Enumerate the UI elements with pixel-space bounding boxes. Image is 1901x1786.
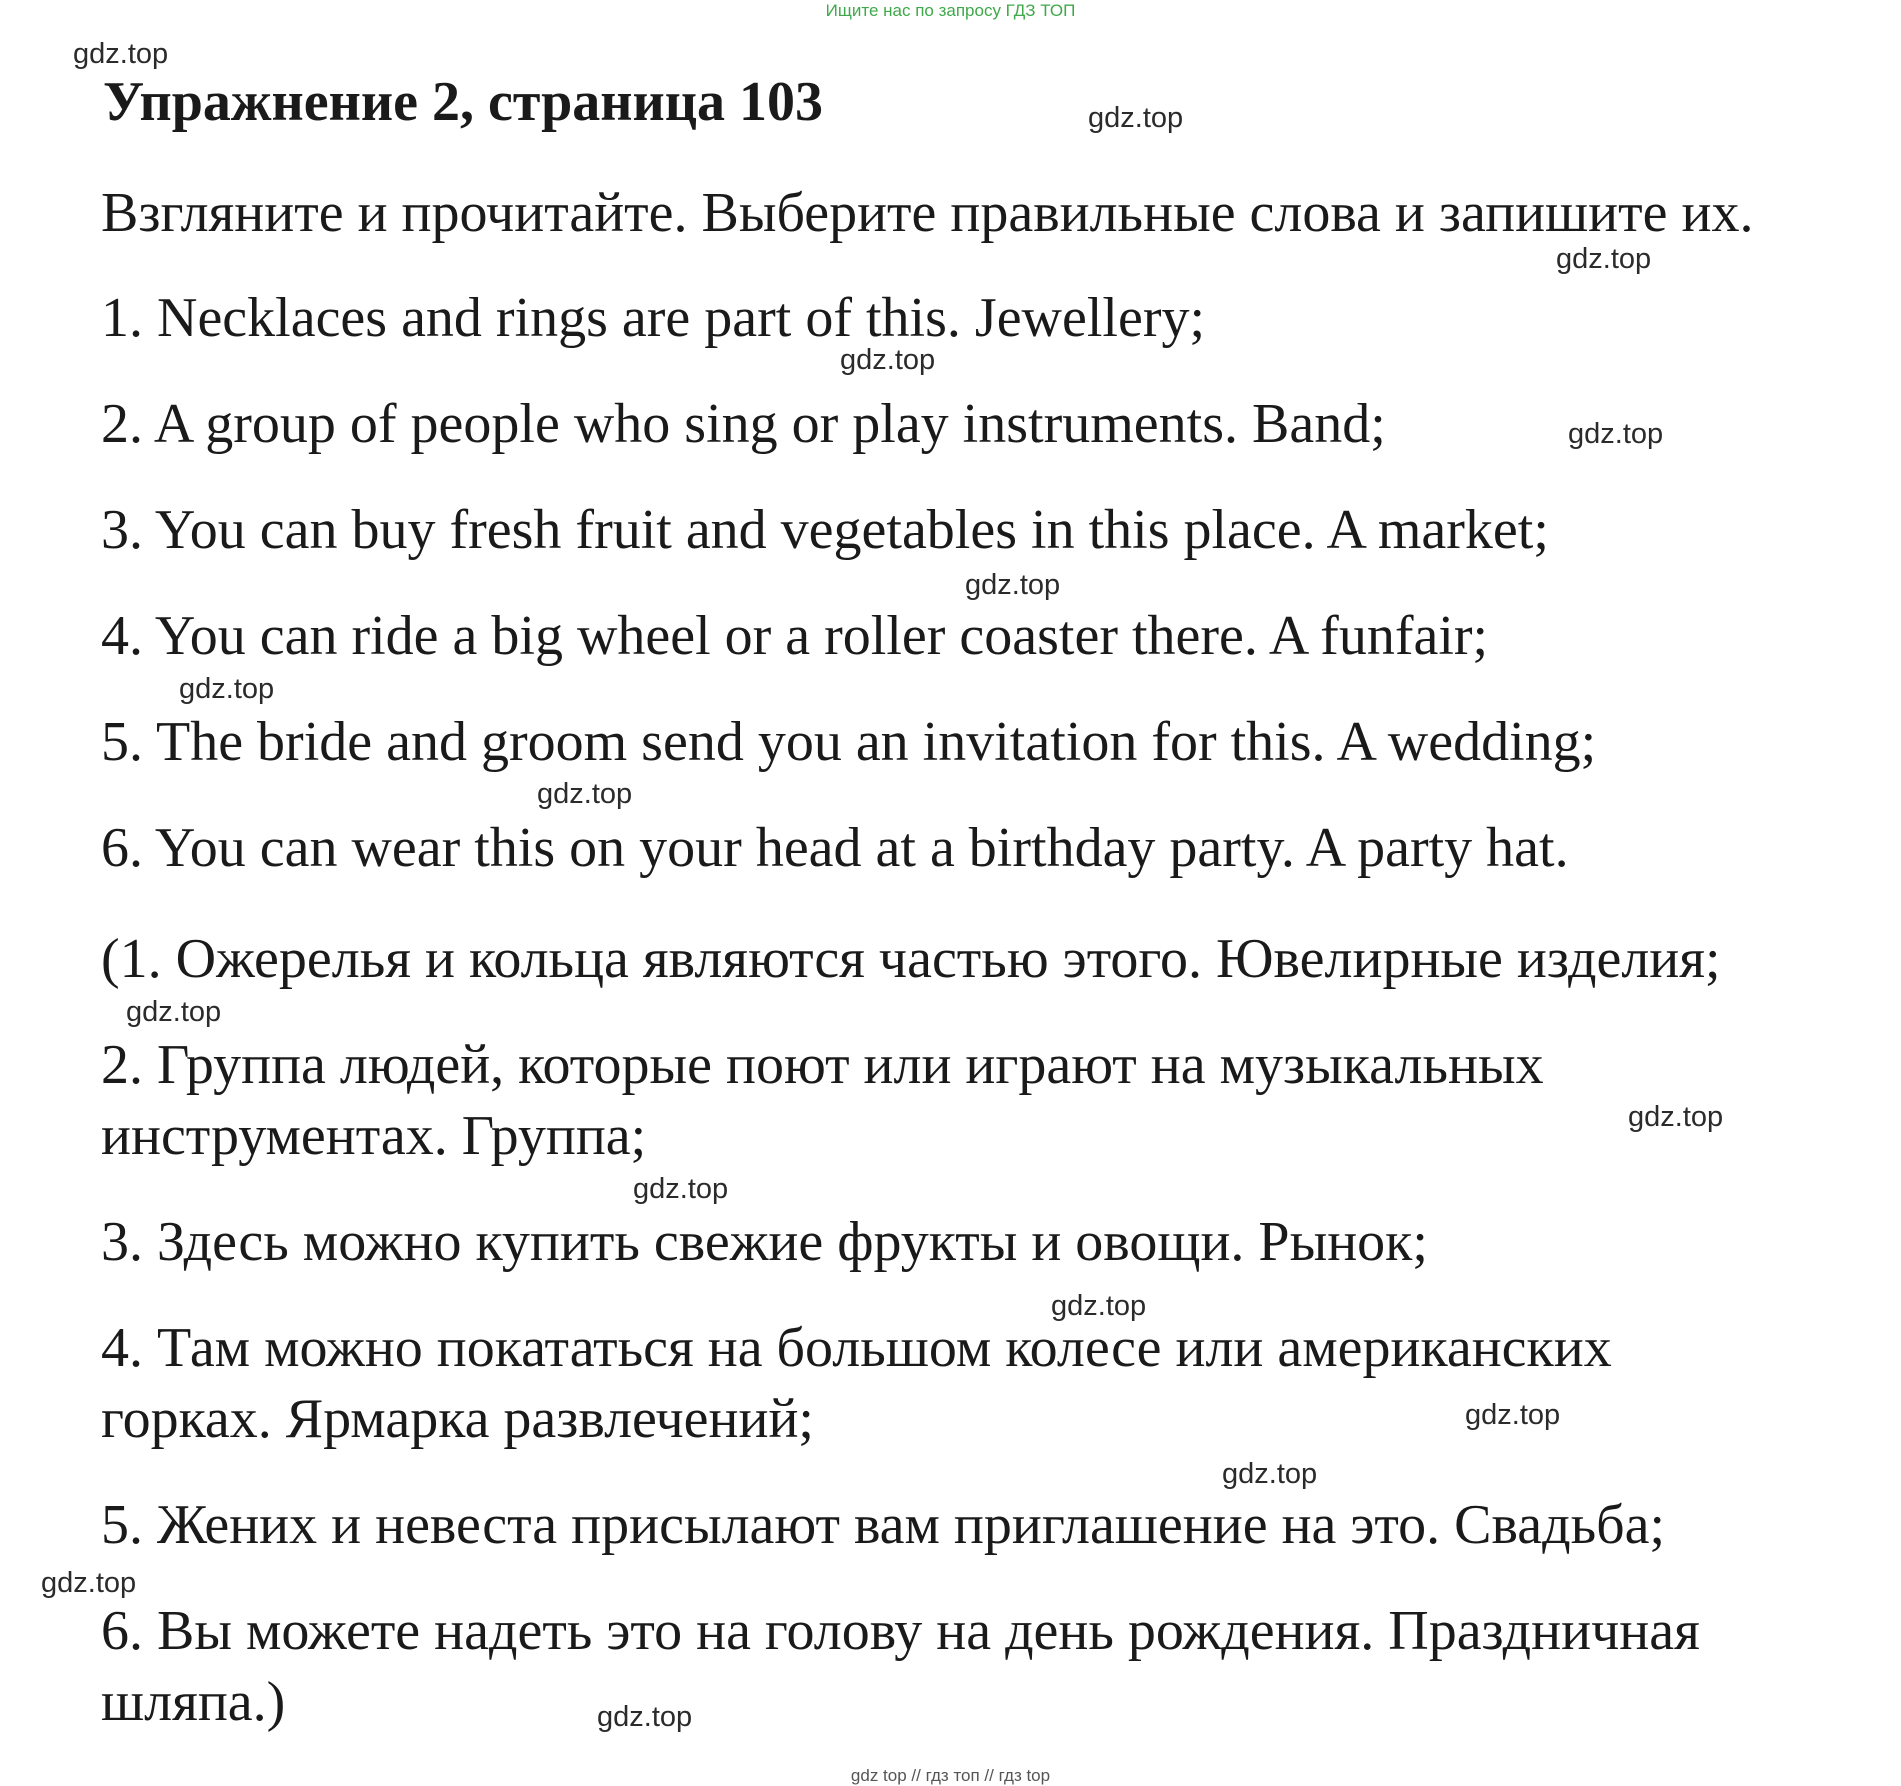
watermark: gdz.top xyxy=(840,344,936,376)
top-banner: Ищите нас по запросу ГДЗ ТОП xyxy=(825,1,1076,20)
watermark: gdz.top xyxy=(537,778,633,810)
watermark: gdz.top xyxy=(41,1567,137,1599)
translation-line-7: 5. Жених и невеста присылают вам приглашение на это. Свадьба; xyxy=(101,1494,1666,1556)
answer-en-6: 6. You can wear this on your head at a birthday party. A party hat. xyxy=(101,817,1569,879)
translation-line-5: 4. Там можно покататься на большом колесе или американских xyxy=(101,1317,1612,1379)
watermark: gdz.top xyxy=(126,996,222,1028)
translation-line-8: 6. Вы можете надеть это на голову на день рождения. Праздничная xyxy=(101,1600,1700,1662)
answer-en-1: 1. Necklaces and rings are part of this. Jewellery; xyxy=(101,287,1206,349)
watermark: gdz.top xyxy=(73,38,169,70)
watermark: gdz.top xyxy=(1088,102,1184,134)
instruction-text: Взгляните и прочитайте. Выберите правильные слова и запишите их. xyxy=(101,182,1754,244)
watermark: gdz.top xyxy=(965,569,1061,601)
translation-line-9: шляпа.) xyxy=(101,1671,286,1733)
translation-line-3: инструментах. Группа; xyxy=(101,1105,647,1167)
watermark: gdz.top xyxy=(633,1173,729,1205)
footer: gdz top // гдз топ // гдз top xyxy=(850,1766,1051,1785)
answer-en-5: 5. The bride and groom send you an invitation for this. A wedding; xyxy=(101,711,1597,773)
watermark: gdz.top xyxy=(1465,1399,1561,1431)
answer-en-4: 4. You can ride a big wheel or a roller coaster there. A funfair; xyxy=(101,605,1489,667)
watermark: gdz.top xyxy=(1568,418,1664,450)
translation-line-4: 3. Здесь можно купить свежие фрукты и овощи. Рынок; xyxy=(101,1211,1428,1273)
watermark: gdz.top xyxy=(1222,1458,1318,1490)
translation-line-1: (1. Ожерелья и кольца являются частью этого. Ювелирные изделия; xyxy=(101,928,1721,990)
page-title: Упражнение 2, страница 103 xyxy=(103,71,824,133)
translation-line-6: горках. Ярмарка развлечений; xyxy=(101,1388,814,1450)
translation-line-2: 2. Группа людей, которые поют или играют на музыкальных xyxy=(101,1034,1544,1096)
watermark: gdz.top xyxy=(1556,243,1652,275)
answer-en-2: 2. A group of people who sing or play instruments. Band; xyxy=(101,393,1386,455)
watermark: gdz.top xyxy=(179,673,275,705)
answer-en-3: 3. You can buy fresh fruit and vegetables in this place. A market; xyxy=(101,499,1549,561)
watermark: gdz.top xyxy=(1628,1101,1724,1133)
watermark: gdz.top xyxy=(1051,1290,1147,1322)
watermark: gdz.top xyxy=(597,1701,693,1733)
